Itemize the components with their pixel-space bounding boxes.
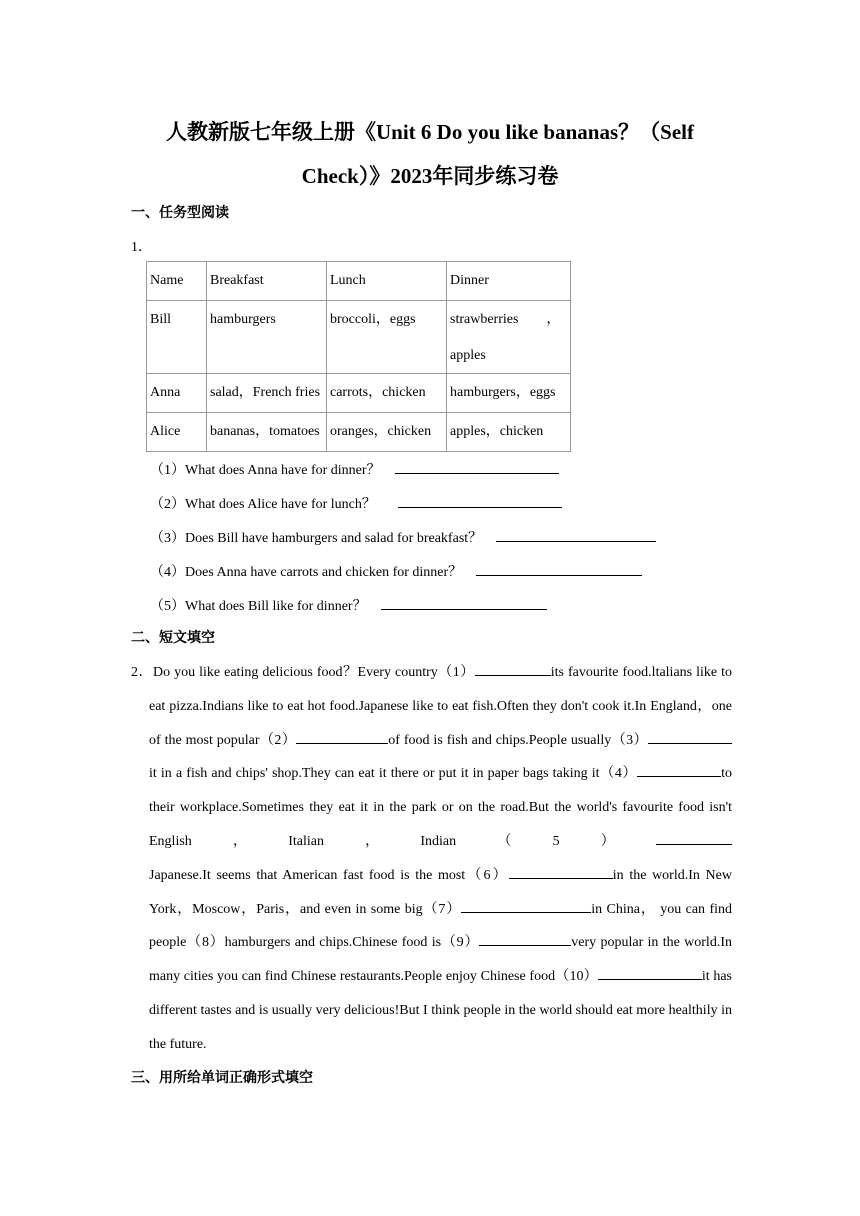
answer-blank[interactable] xyxy=(296,729,388,744)
answer-blank[interactable] xyxy=(509,864,613,879)
table-cell xyxy=(447,301,571,374)
passage-segment: its favourite food.ltalians like to eat pizza.Indians like to eat hot food.Japanese like to eat fish.Often they don't cook it.In England，one of the most popular（2） xyxy=(149,665,732,748)
table-row xyxy=(147,301,571,374)
passage-segment: Japanese.It seems that American fast food is the most（6） xyxy=(149,867,509,883)
table-cell: Anna xyxy=(147,374,207,413)
table-cell: Bill xyxy=(147,301,207,374)
answer-blank[interactable] xyxy=(476,561,642,576)
table-cell: Alice xyxy=(147,413,207,452)
table-header-cell: Breakfast xyxy=(207,262,327,301)
answer-blank[interactable] xyxy=(648,729,732,744)
subquestion-3 xyxy=(150,527,656,547)
question-2-number: 2． xyxy=(131,665,154,680)
passage-segment: hamburgers and chips.Chinese food is（9） xyxy=(224,935,480,951)
answer-blank[interactable] xyxy=(461,898,591,913)
table-row xyxy=(147,374,571,413)
table-cell: broccoli，eggs xyxy=(327,301,447,374)
table-cell: salad，French fries xyxy=(207,374,327,413)
passage-segment: it has different tastes and is usually very delicious!But I think people in the world should eat more healthily in the future. xyxy=(149,969,732,1052)
subquestion-text: （3）Does Bill have hamburgers and salad for breakfast？ xyxy=(150,531,483,546)
cloze-passage xyxy=(131,656,732,1062)
answer-blank[interactable] xyxy=(398,493,562,508)
passage-segment: Do you like eating delicious food？Every country（1） xyxy=(153,665,475,680)
table-header-cell: Name xyxy=(147,262,207,301)
subquestion-text: （5）What does Bill like for dinner？ xyxy=(150,599,367,614)
table-header-cell: Dinner xyxy=(447,262,571,301)
section-heading-3: 三、用所给单词正确形式填空 xyxy=(131,1070,313,1086)
table-cell: hamburgers，eggs xyxy=(447,374,571,413)
subquestion-4 xyxy=(150,561,642,581)
subquestion-5 xyxy=(150,595,547,615)
question-1-number: 1． xyxy=(131,240,152,255)
answer-blank[interactable] xyxy=(381,595,547,610)
subquestion-text: （1）What does Anna have for dinner？ xyxy=(150,463,381,478)
section-heading-1: 一、任务型阅读 xyxy=(131,205,229,221)
subquestion-2 xyxy=(150,493,562,513)
passage-segment: very popular in the world.In many cities you can find Chinese restaurants.People enjoy Chinese food（10） xyxy=(149,935,732,985)
table-cell: carrots，chicken xyxy=(327,374,447,413)
passage-paragraph xyxy=(131,656,732,1062)
answer-blank[interactable] xyxy=(637,762,721,777)
answer-blank[interactable] xyxy=(598,965,702,980)
passage-segment: in the world.In New York，Moscow，Paris，and even in some big（7） xyxy=(149,867,732,917)
subquestion-1 xyxy=(150,459,559,479)
table-row xyxy=(147,413,571,452)
page-title xyxy=(130,110,730,198)
table-cell-line: strawberries ， xyxy=(450,312,561,327)
table-cell: bananas，tomatoes xyxy=(207,413,327,452)
title-line-2: Check）》2023年同步练习卷 xyxy=(301,164,559,188)
answer-blank[interactable] xyxy=(479,931,571,946)
answer-blank[interactable] xyxy=(656,830,732,845)
passage-segment: to their workplace.Sometimes they eat it in the park or on the road.But the world's favourite food isn't English，Italian，Indian（5） xyxy=(149,766,732,849)
answer-blank[interactable] xyxy=(475,661,551,676)
meal-table xyxy=(146,261,571,452)
table-cell: apples，chicken xyxy=(447,413,571,452)
section-heading-2: 二、短文填空 xyxy=(131,630,215,646)
table-cell: hamburgers xyxy=(207,301,327,374)
passage-segment: of food is fish and chips.People usually（3） xyxy=(388,732,648,748)
passage-segment: in China， you can find people（8） xyxy=(149,901,732,951)
table-cell-line: apples xyxy=(450,348,486,363)
answer-blank[interactable] xyxy=(496,527,656,542)
table-cell: oranges，chicken xyxy=(327,413,447,452)
title-line-1: 人教新版七年级上册《Unit 6 Do you like bananas？（Self xyxy=(166,120,694,144)
passage-segment: it in a fish and chips' shop.They can eat it there or put it in paper bags taking it（4） xyxy=(149,766,638,782)
subquestion-text: （4）Does Anna have carrots and chicken for dinner？ xyxy=(150,565,463,580)
table-header-cell: Lunch xyxy=(327,262,447,301)
subquestion-text: （2）What does Alice have for lunch？ xyxy=(150,497,376,512)
answer-blank[interactable] xyxy=(395,459,559,474)
table-header-row xyxy=(147,262,571,301)
